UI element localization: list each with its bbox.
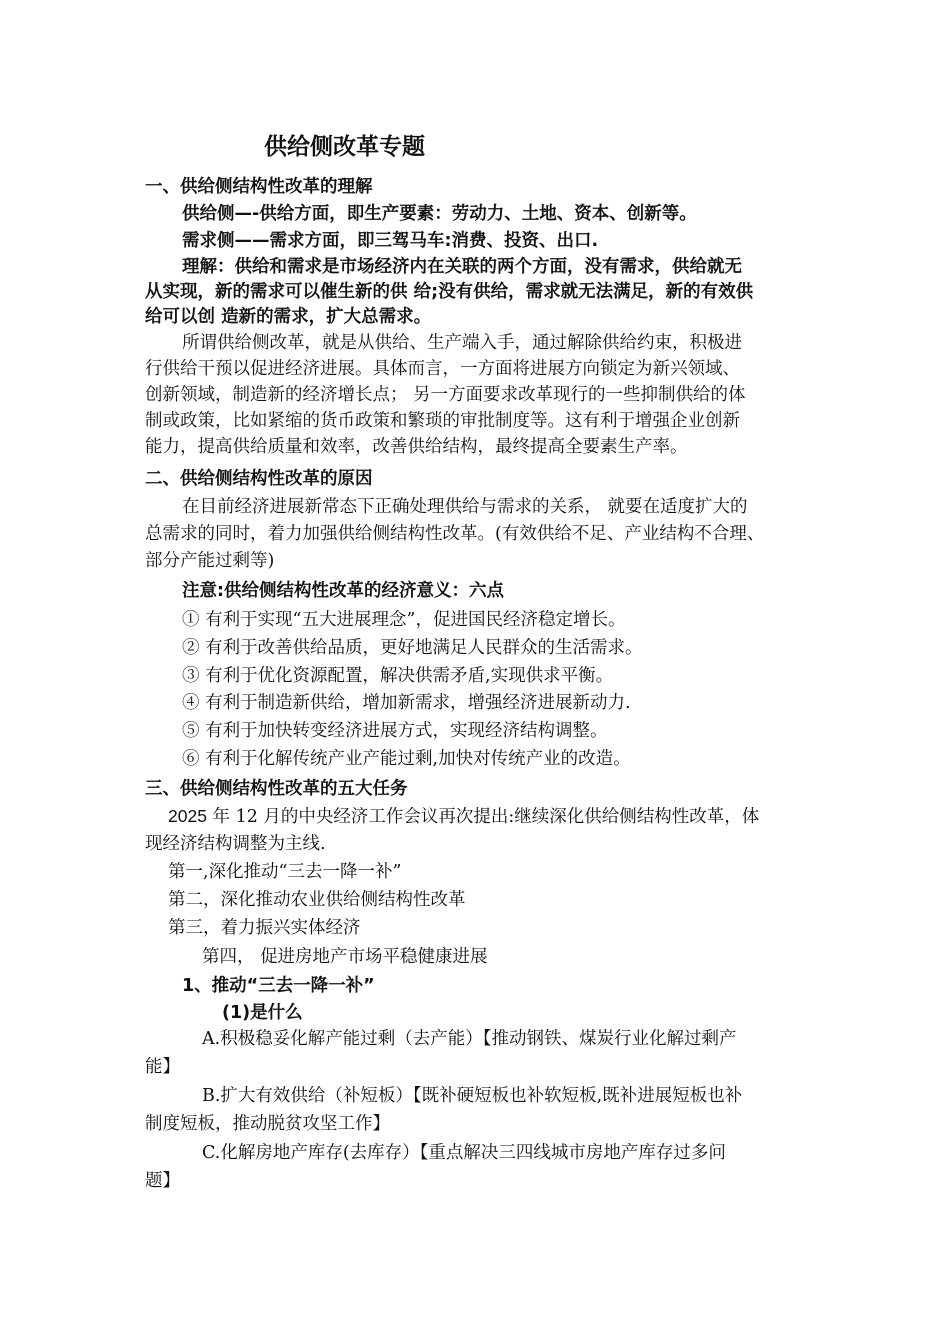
- subsection-heading: 1、推动“三去一降一补”: [182, 976, 375, 996]
- item-line: 制度短板，推动脱贫攻坚工作】: [145, 1114, 390, 1134]
- body-paragraph-line: 能力，提高供给质量和效率，改善供给结构，最终提高全要素生产率。: [145, 437, 688, 457]
- body-paragraph-line: 所谓供给侧改革，就是从供给、生产端入手，通过解除供给约束，积极进: [182, 333, 742, 353]
- body-paragraph-line: 总需求的同时，着力加强供给侧结构性改革。(有效供给不足、产业结构不合理、: [145, 524, 765, 544]
- understanding-line: 给可以创 造新的需求，扩大总需求。: [145, 307, 432, 327]
- task-line: 第三，着力振兴实体经济: [168, 918, 361, 938]
- task-line: 第二，深化推动农业供给侧结构性改革: [168, 890, 466, 910]
- page-title: 供给侧改革专题: [264, 134, 425, 160]
- body-paragraph-line: 制或政策，比如紧缩的货币政策和繁琐的审批制度等。这有利于增强企业创新: [145, 411, 740, 431]
- body-paragraph-line: 2025 年 12 月的中央经济工作会议再次提出:继续深化供给侧结构性改革，体: [168, 806, 760, 827]
- body-paragraph-line: 行供给干预以促进经济进展。具体而言，一方面将进展方向锁定为新兴领域、: [145, 359, 740, 379]
- list-item: ① 有利于实现“五大进展理念”，促进国民经济稳定增长。: [182, 610, 626, 630]
- body-paragraph-line: 现经济结构调整为主线.: [145, 834, 326, 854]
- item-line: A.积极稳妥化解产能过剩（去产能）【推动钢铁、煤炭行业化解过剩产: [202, 1029, 737, 1049]
- understanding-line: 从实现，新的需求可以催生新的供 给;没有供给，需求就无法满足，新的有效供: [145, 282, 754, 302]
- section-heading-1: 一、供给侧结构性改革的理解: [145, 177, 373, 197]
- supply-side-definition: 供给侧—-供给方面，即生产要素：劳动力、土地、资本、创新等。: [182, 204, 697, 224]
- task-line: 第一,深化推动“三去一降一补”: [168, 862, 402, 882]
- list-item: ⑥ 有利于化解传统产业产能过剩,加快对传统产业的改造。: [182, 749, 631, 769]
- item-line: C.化解房地产库存(去库存）【重点解决三四线城市房地产库存过多问: [202, 1143, 726, 1163]
- note-heading: 注意:供给侧结构性改革的经济意义：六点: [182, 581, 504, 601]
- list-item: ⑤ 有利于加快转变经济进展方式，实现经济结构调整。: [182, 721, 608, 741]
- body-paragraph-line: 部分产能过剩等): [145, 551, 275, 571]
- list-item: ④ 有利于制造新供给，增加新需求，增强经济进展新动力.: [182, 693, 631, 713]
- subsection-heading: (1)是什么: [222, 1003, 303, 1023]
- task-line: 第四， 促进房地产市场平稳健康进展: [202, 947, 488, 967]
- item-line: B.扩大有效供给（补短板）【既补硬短板也补软短板,既补进展短板也补: [202, 1086, 743, 1106]
- demand-side-definition: 需求侧——需求方面，即三驾马车:消费、投资、出口.: [182, 231, 599, 251]
- body-paragraph-line: 创新领域，制造新的经济增长点； 另一方面要求改革现行的一些抑制供给的体: [145, 385, 746, 405]
- section-heading-3: 三、供给侧结构性改革的五大任务: [145, 779, 408, 799]
- list-item: ② 有利于改善供给品质，更好地满足人民群众的生活需求。: [182, 638, 643, 658]
- item-line: 能】: [145, 1057, 180, 1077]
- body-paragraph-line: 在目前经济进展新常态下正确处理供给与需求的关系， 就要在适度扩大的: [182, 497, 748, 517]
- understanding-line: 理解：供给和需求是市场经济内在关联的两个方面，没有需求，供给就无: [182, 257, 742, 277]
- list-item: ③ 有利于优化资源配置，解决供需矛盾,实现供求平衡。: [182, 666, 614, 686]
- section-heading-2: 二、供给侧结构性改革的原因: [145, 469, 373, 489]
- item-line: 题】: [145, 1171, 180, 1191]
